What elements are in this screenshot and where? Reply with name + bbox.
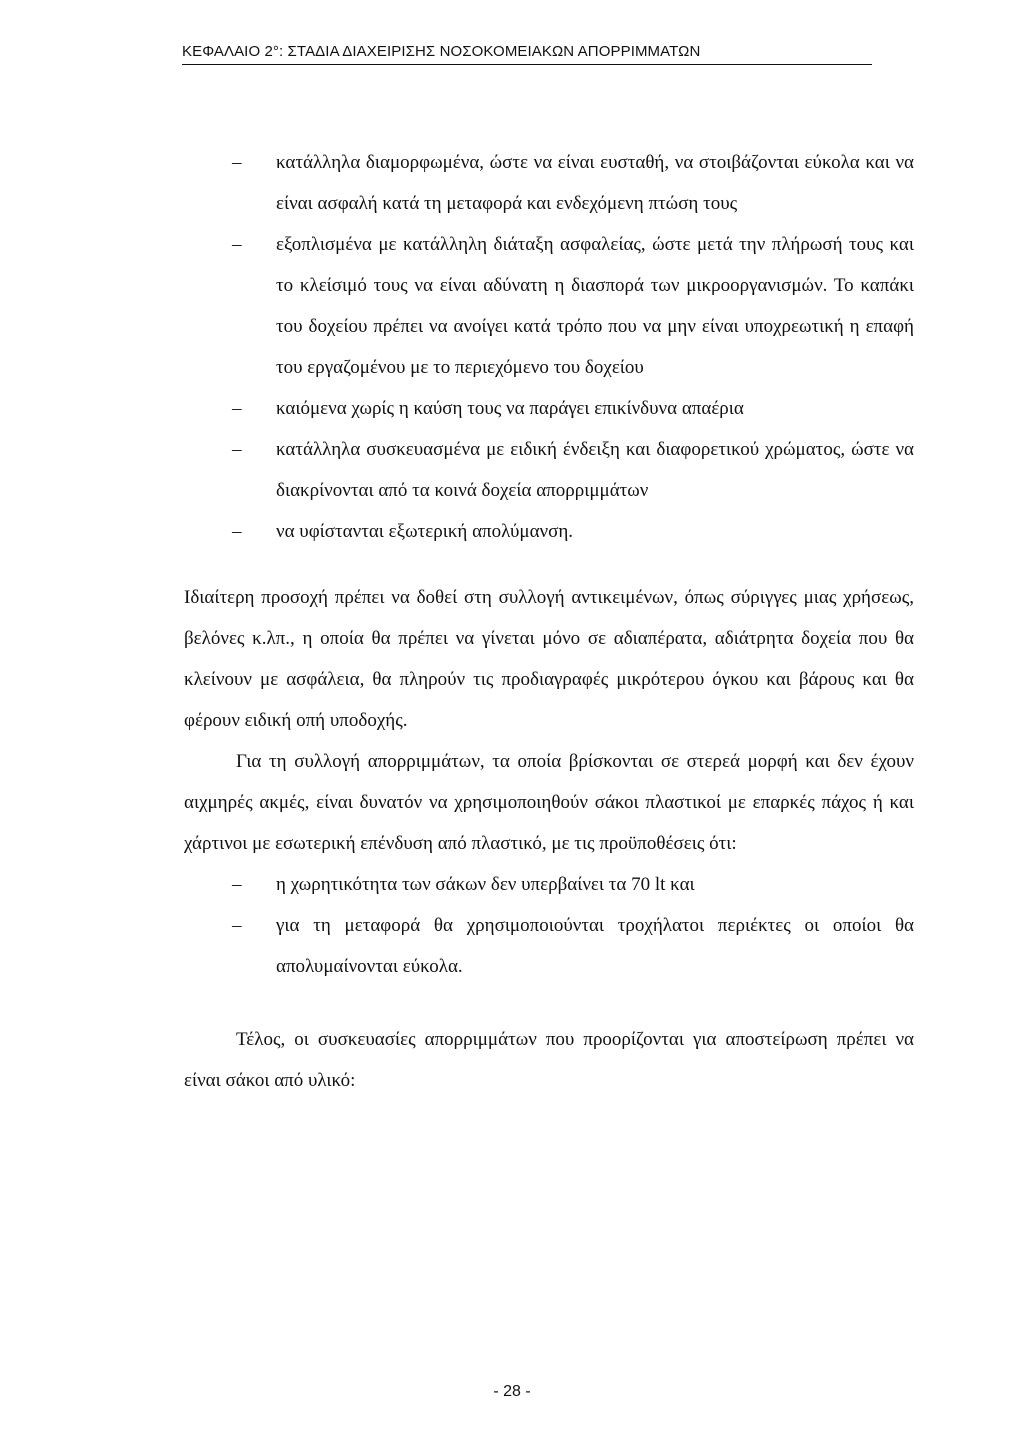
list-item — [184, 388, 914, 429]
list-item — [184, 142, 914, 224]
list-item-text: κατάλληλα συσκευασμένα με ειδική ένδειξη και διαφορετικού χρώματος, ώστε να διακρίνονται από τα κοινά δοχεία απορριμμάτων — [276, 439, 914, 501]
list-item-text: για τη μεταφορά θα χρησιμοποιούνται τροχήλατοι περιέκτες οι οποίοι θα απολυμαίνονται εύκολα. — [276, 915, 914, 977]
list-dash: – — [232, 915, 242, 936]
list-dash: – — [232, 874, 242, 895]
list-item — [184, 905, 914, 987]
paragraph-sharps-collection: Ιδιαίτερη προσοχή πρέπει να δοθεί στη συλλογή αντικειμένων, όπως σύριγγες μιας χρήσεως, βελόνες κ.λπ., η οποία θα πρέπει να γίνεται μόνο σε αδιαπέρατα, αδιάτρητα δοχεία που θα κλείνουν με ασφάλεια, θα πληρούν τις προδιαγραφές μικρότερου όγκου και βάρους και θα φέρουν ειδική οπή υποδοχής. — [184, 587, 914, 731]
list-item-text: κατάλληλα διαμορφωμένα, ώστε να είναι ευσταθή, να στοιβάζονται εύκολα και να είναι ασφαλή κατά τη μεταφορά και ενδεχόμενη πτώση τους — [276, 152, 914, 214]
list-item — [184, 511, 914, 552]
paragraph-bags: Για τη συλλογή απορριμμάτων, τα οποία βρίσκονται σε στερεά μορφή και δεν έχουν αιχμηρές ακμές, είναι δυνατόν να χρησιμοποιηθούν σάκοι πλαστικοί με επαρκές πάχος ή και χάρτινοι με εσωτερική επένδυση από πλαστικό, με τις προϋποθέσεις ότι: — [184, 751, 914, 854]
paragraph-sterilization: Τέλος, οι συσκευασίες απορριμμάτων που προορίζονται για αποστείρωση πρέπει να είναι σάκοι από υλικό: — [184, 1029, 914, 1091]
spacer — [184, 987, 914, 1019]
list-item-text: εξοπλισμένα με κατάλληλη διάταξη ασφαλείας, ώστε μετά την πλήρωσή τους και το κλείσιμό τους να είναι αδύνατη η διασπορά των μικροοργανισμών. Το καπάκι του δοχείου πρέπει να ανοίγει κατά τρόπο που να μην είναι υποχρεωτική η επαφή του εργαζομένου με το περιεχόμενο του δοχείου — [276, 234, 914, 378]
list-item — [184, 429, 914, 511]
list-item-text: να υφίστανται εξωτερική απολύμανση. — [276, 521, 574, 542]
list-item — [184, 864, 914, 905]
list-item-text: καιόμενα χωρίς η καύση τους να παράγει επικίνδυνα απαέρια — [276, 398, 744, 419]
list-dash: – — [232, 234, 242, 255]
list-item — [184, 224, 914, 388]
list-dash: – — [232, 521, 242, 542]
list-item-text: η χωρητικότητα των σάκων δεν υπερβαίνει τα 70 lt και — [276, 874, 695, 895]
list-dash: – — [232, 398, 242, 419]
page-body — [184, 142, 914, 1101]
running-header: ΚΕΦΑΛΑΙΟ 2°: ΣΤΑΔΙΑ ΔΙΑΧΕΙΡΙΣΗΣ ΝΟΣΟΚΟΜΕΙΑΚΩΝ ΑΠΟΡΡΙΜΜΑΤΩΝ — [182, 43, 701, 60]
header-rule — [182, 64, 872, 65]
spacer — [184, 552, 914, 577]
list-dash: – — [232, 152, 242, 173]
page-number: - 28 - — [493, 1383, 531, 1400]
list-dash: – — [232, 439, 242, 460]
